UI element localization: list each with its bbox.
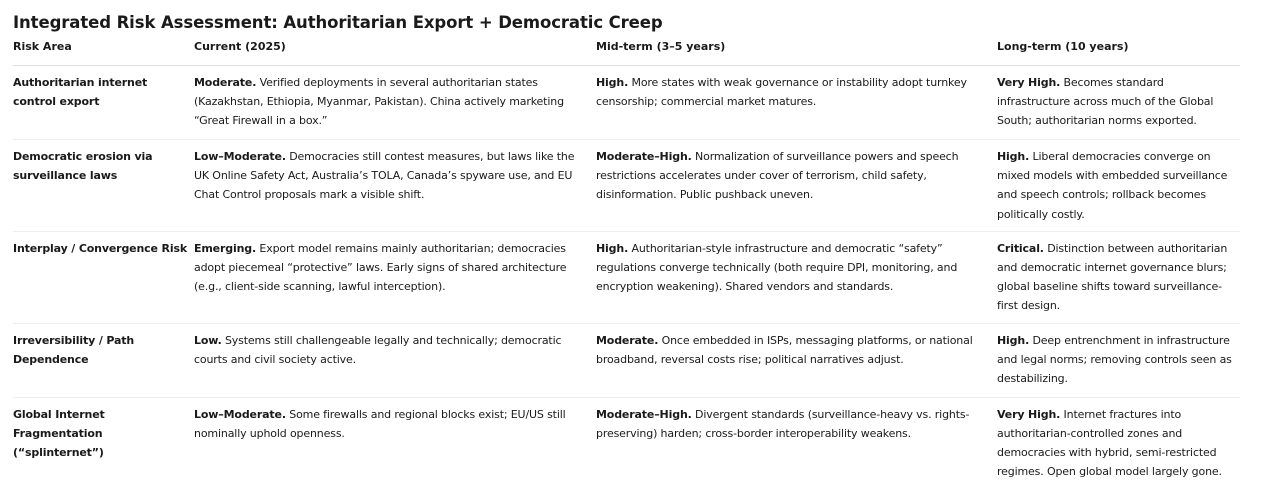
- current-cell: [194, 323, 596, 397]
- risk-description: Democracies still contest measures, but laws like the UK Online Safety Act, Australia’s TOLA, Canada’s spyware use, and EU Chat Control proposals mark a visible shift.: [194, 150, 575, 202]
- header-current: Current (2025): [194, 40, 596, 66]
- risk-description: Export model remains mainly authoritarian; democracies adopt piecemeal “protective” laws. Early signs of shared architecture (e.g., client-side scanning, lawful interception).: [194, 241, 567, 294]
- risk-table: [13, 40, 1240, 488]
- current-cell: [194, 231, 596, 323]
- table-row: [13, 323, 1240, 397]
- mid-term-cell: [596, 397, 997, 488]
- long-term-cell: [997, 323, 1240, 397]
- risk-level: High.: [997, 150, 1030, 163]
- risk-level: High.: [596, 241, 629, 255]
- document: [13, 10, 1240, 488]
- risk-description: Once embedded in ISPs, messaging platforms, or national broadband, reversal costs rise; political narratives adjust.: [596, 333, 973, 366]
- table-row: [13, 397, 1240, 488]
- risk-description: Authoritarian-style infrastructure and democratic “safety” regulations converge technically (both require DPI, monitoring, and encryption weakening). Shared vendors and standards.: [596, 241, 958, 294]
- risk-area-cell: Authoritarian internet control export: [13, 66, 194, 140]
- risk-level: Low.: [194, 333, 222, 347]
- risk-level: Very High.: [997, 407, 1061, 421]
- risk-description: Internet fractures into authoritarian-controlled zones and democracies with hybrid, semi-restricted regimes. Open global model largely gone.: [997, 407, 1222, 479]
- risk-level: Low–Moderate.: [194, 150, 286, 163]
- risk-area-cell: Democratic erosion via surveillance laws: [13, 140, 194, 232]
- risk-level: Moderate.: [194, 76, 257, 89]
- risk-level: High.: [997, 333, 1030, 347]
- table-row: [13, 66, 1240, 140]
- current-cell: [194, 140, 596, 232]
- risk-description: Normalization of surveillance powers and speech restrictions accelerates under cover of terrorism, child safety, disinformation. Public pushback uneven.: [596, 150, 959, 202]
- long-term-cell: [997, 140, 1240, 232]
- mid-term-cell: [596, 231, 997, 323]
- long-term-cell: [997, 66, 1240, 140]
- mid-term-cell: [596, 140, 997, 232]
- current-cell: [194, 66, 596, 140]
- risk-description: Distinction between authoritarian and democratic internet governance blurs; global baseline shifts toward surveillance-first design.: [997, 241, 1228, 313]
- risk-description: More states with weak governance or instability adopt turnkey censorship; commercial market matures.: [596, 76, 967, 109]
- mid-term-cell: [596, 66, 997, 140]
- risk-level: Critical.: [997, 241, 1044, 255]
- risk-description: Becomes standard infrastructure across much of the Global South; authoritarian norms exported.: [997, 76, 1214, 128]
- risk-level: High.: [596, 76, 629, 89]
- current-cell: [194, 397, 596, 488]
- long-term-cell: [997, 231, 1240, 323]
- page-title: Integrated Risk Assessment: Authoritarian Export + Democratic Creep: [13, 13, 663, 32]
- risk-area-cell: Global Internet Fragmentation (“splinternet”): [13, 407, 105, 460]
- risk-level: Moderate.: [596, 333, 659, 347]
- risk-description: Verified deployments in several authoritarian states (Kazakhstan, Ethiopia, Myanmar, Pakistan). China actively marketing “Great Firewall in a box.”: [194, 76, 564, 128]
- table-row: [13, 231, 1240, 323]
- table-header-row: [13, 40, 1240, 66]
- header-mid-term: Mid-term (3–5 years): [596, 40, 997, 66]
- risk-level: Low–Moderate.: [194, 407, 286, 421]
- risk-area-cell: Irreversibility / Path Dependence: [13, 323, 194, 397]
- risk-level: Very High.: [997, 76, 1061, 89]
- long-term-cell: [997, 397, 1240, 488]
- mid-term-cell: [596, 323, 997, 397]
- header-risk-area: Risk Area: [13, 40, 194, 66]
- risk-description: Systems still challengeable legally and technically; democratic courts and civil society active.: [194, 333, 562, 366]
- risk-description: Some firewalls and regional blocks exist; EU/US still nominally uphold openness.: [194, 407, 566, 440]
- risk-description: Deep entrenchment in infrastructure and legal norms; removing controls seen as destabilizing.: [997, 333, 1232, 386]
- header-long-term: Long-term (10 years): [997, 40, 1240, 66]
- risk-description: Liberal democracies converge on mixed models with embedded surveillance and speech controls; rollback becomes politically costly.: [997, 150, 1228, 221]
- risk-level: Moderate–High.: [596, 150, 692, 163]
- risk-description: Divergent standards (surveillance-heavy vs. rights-preserving) harden; cross-border interoperability weakens.: [596, 407, 970, 440]
- risk-level: Moderate–High.: [596, 407, 692, 421]
- table-row: [13, 140, 1240, 232]
- risk-level: Emerging.: [194, 241, 257, 255]
- risk-area-cell: Interplay / Convergence Risk: [13, 231, 194, 323]
